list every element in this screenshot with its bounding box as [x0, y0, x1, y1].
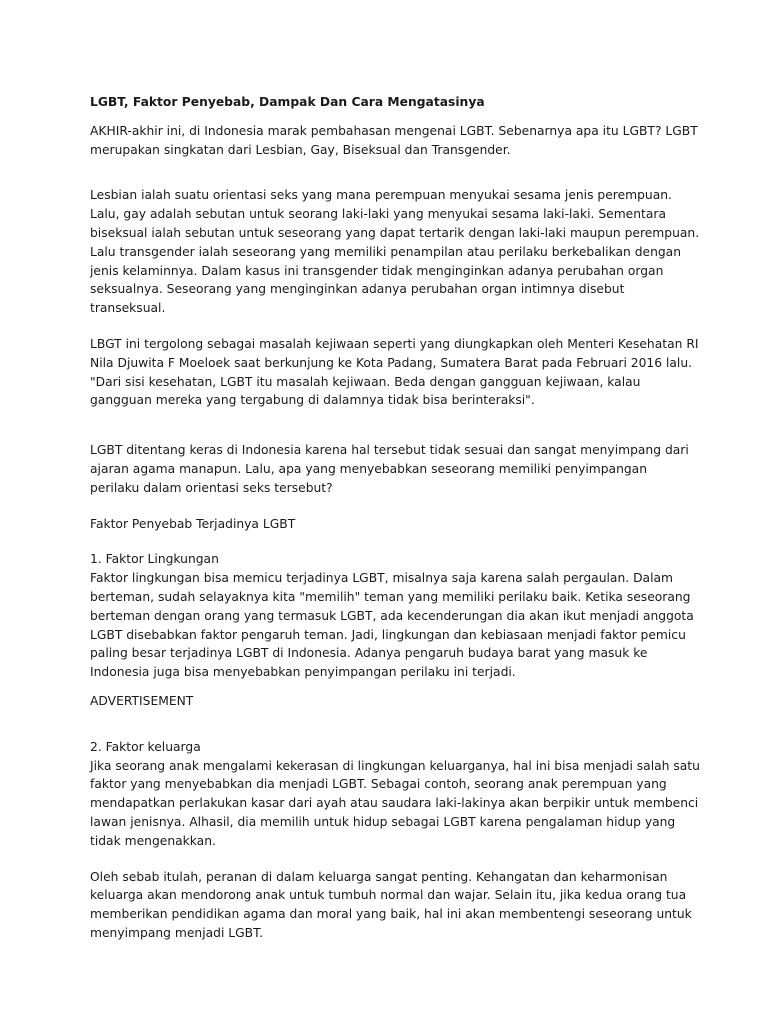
section-heading: Faktor Penyebab Terjadinya LGBT [90, 516, 296, 531]
factor1-heading: 1. Faktor Lingkungan [90, 552, 219, 567]
paragraph-definitions: Lesbian ialah suatu orientasi seks yang mana perempuan menyukai sesama jenis perempuan. Lalu, gay adalah sebutan untuk seorang laki-laki yang menyukai sesama laki-laki. Sementara biseksual ialah sebutan untuk seseorang yang dapat tertarik dengan laki-laki maupun perempuan. Lalu transgender ialah seseorang yang memiliki penampilan atau perilaku berkebalikan dengan jenis kelaminnya. Dalam kasus ini transgender tidak menginginkan adanya perubahan organ seksualnya. Seseorang yang menginginkan adanya perubahan organ intimnya disebut transeksual. [90, 188, 700, 316]
factor2-heading: 2. Faktor keluarga [90, 739, 201, 754]
paragraph-kejiwaan: LBGT ini tergolong sebagai masalah kejiwaan seperti yang diungkapkan oleh Menteri Kesehatan RI Nila Djuwita F Moeloek saat berkunjung ke Kota Padang, Sumatera Barat pada Februari 2016 lalu. "Dari sisi kesehatan, LGBT itu masalah kejiwaan. Beda dengan gangguan kejiwaan, kalau gangguan mereka yang tergabung di dalamnya tidak bisa berinteraksi". [90, 336, 699, 408]
document-title: LGBT, Faktor Penyebab, Dampak Dan Cara Mengatasinya [90, 95, 485, 109]
factor1-body: Faktor lingkungan bisa memicu terjadinya LGBT, misalnya saja karena salah pergaulan. Dalam berteman, sudah selayaknya kita "memilih" teman yang memiliki perilaku baik. Ketika seseorang berteman dengan orang yang termasuk LGBT, ada kecenderungan dia akan ikut menjadi anggota LGBT disebabkan faktor pengaruh teman. Jadi, lingkungan dan kebiasaan menjadi faktor pemicu paling besar terjadinya LGBT di Indonesia. Adanya pengaruh budaya barat yang masuk ke Indonesia juga bisa menyebabkan penyimpangan perilaku ini terjadi. [90, 571, 694, 680]
factor2-body: Jika seorang anak mengalami kekerasan di lingkungan keluarganya, hal ini bisa menjadi salah satu faktor yang menyebabkan dia menjadi LGBT. Sebagai contoh, seorang anak perempuan yang mendapatkan perlakukan kasar dari ayah atau saudara laki-lakinya akan berpikir untuk membenci lawan jenisnya. Alhasil, dia memilih untuk hidup sebagai LGBT karena pengalaman hidup yang tidak mengenakkan. [90, 758, 700, 848]
paragraph-keluarga: Oleh sebab itulah, peranan di dalam keluarga sangat penting. Kehangatan dan keharmonisan keluarga akan mendorong anak untuk tumbuh normal dan wajar. Selain itu, jika kedua orang tua memberikan pendidikan agama dan moral yang baik, hal ini akan membentengi seseorang untuk menyimpang menjadi LGBT. [90, 869, 692, 940]
document-body [90, 93, 700, 943]
paragraph-ditentang: LGBT ditentang keras di Indonesia karena hal tersebut tidak sesuai dan sangat menyimpang dari ajaran agama manapun. Lalu, apa yang menyebabkan seseorang memiliki penyimpangan perilaku dalam orientasi seks tersebut? [90, 443, 689, 495]
paragraph-intro: AKHIR-akhir ini, di Indonesia marak pembahasan mengenai LGBT. Sebenarnya apa itu LGBT? LGBT merupakan singkatan dari Lesbian, Gay, Biseksual dan Transgender. [90, 123, 698, 157]
advertisement-label: ADVERTISEMENT [90, 693, 194, 708]
